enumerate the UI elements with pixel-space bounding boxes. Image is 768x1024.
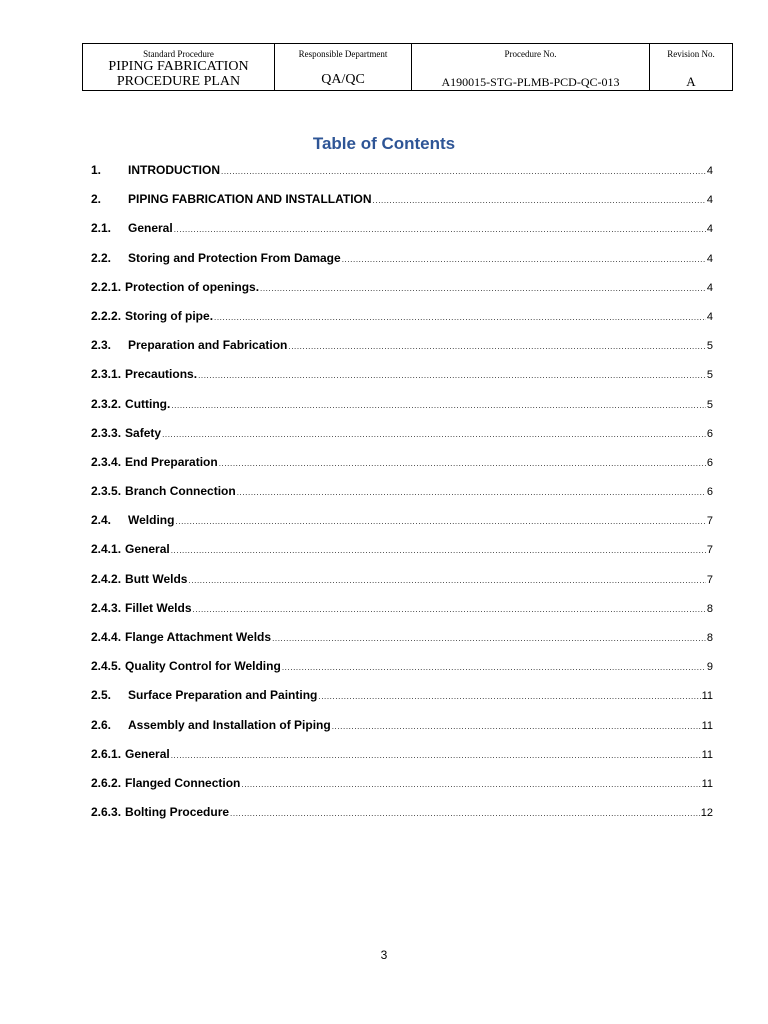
- toc-dot-leader: [373, 196, 706, 205]
- toc-entry-number: 2.2.1.: [91, 279, 122, 294]
- toc-entry-page: 5: [706, 340, 713, 353]
- toc-entry-page: 7: [706, 544, 713, 557]
- page-number: 3: [380, 948, 388, 962]
- toc-entry-title: General: [125, 542, 170, 557]
- toc-entry-page: 8: [706, 632, 713, 644]
- toc-dot-leader: [162, 430, 706, 439]
- toc-dot-leader: [241, 780, 700, 789]
- toc-entry-number: 2.3.1.: [91, 367, 122, 382]
- toc-entry-number: 1.: [91, 163, 102, 177]
- toc-dot-leader: [237, 488, 706, 497]
- toc-entry-title: Surface Preparation and Painting: [128, 688, 318, 703]
- toc-entry-page: 7: [706, 573, 713, 586]
- toc-entry-number: 2.2.: [91, 250, 112, 265]
- toc-entry-title: Flange Attachment Welds: [125, 630, 272, 644]
- toc-entry-page: 11: [701, 748, 713, 761]
- toc-entry[interactable]: [91, 192, 713, 221]
- toc-entry[interactable]: [91, 513, 713, 542]
- standard-procedure-label: Standard Procedure: [143, 49, 214, 59]
- toc-entry-title: Assembly and Installation of Piping: [128, 717, 331, 732]
- toc-entry-number: 2.2.2.: [91, 308, 122, 323]
- toc-entry-title: Storing and Protection From Damage: [128, 250, 341, 265]
- toc-dot-leader: [219, 459, 706, 468]
- toc-entry-number: 2.: [91, 192, 102, 207]
- toc-dot-leader: [221, 167, 706, 176]
- toc-entry-page: 4: [706, 165, 713, 177]
- toc-entry[interactable]: [91, 221, 713, 250]
- toc-entry-number: 2.3.4.: [91, 454, 122, 469]
- toc-dot-leader: [175, 517, 705, 526]
- toc-entry-number: 2.6.3.: [91, 805, 122, 820]
- toc-entry-title: General: [128, 221, 173, 236]
- toc-entry-page: 12: [700, 807, 713, 820]
- toc-entry[interactable]: [91, 251, 713, 280]
- toc-entry[interactable]: [91, 572, 713, 601]
- toc-entry-page: 11: [701, 719, 713, 732]
- toc-entry-title: General: [125, 746, 170, 761]
- department-value: QA/QC: [321, 72, 365, 87]
- toc-entry-page: 7: [706, 515, 713, 528]
- toc-entry-page: 6: [706, 427, 713, 440]
- toc-dot-leader: [188, 576, 705, 585]
- toc-entry[interactable]: [91, 309, 713, 338]
- toc-entry-number: 2.6.2.: [91, 775, 122, 790]
- toc-entry[interactable]: [91, 338, 713, 367]
- toc-entry[interactable]: [91, 776, 713, 805]
- toc-entry[interactable]: [91, 426, 713, 455]
- toc-dot-leader: [198, 371, 706, 380]
- toc-list: [91, 163, 713, 834]
- toc-entry-title: Branch Connection: [125, 484, 236, 499]
- toc-entry-title: Quality Control for Welding: [125, 659, 281, 674]
- revision-label: Revision No.: [667, 49, 715, 59]
- toc-title: Table of Contents: [312, 134, 456, 153]
- toc-entry-page: 4: [706, 310, 713, 323]
- header-procedure-number-cell: [412, 44, 650, 91]
- toc-entry[interactable]: [91, 659, 713, 688]
- toc-entry-title: Preparation and Fabrication: [128, 338, 288, 353]
- toc-dot-leader: [214, 313, 706, 322]
- toc-entry-page: 8: [706, 602, 713, 615]
- toc-entry[interactable]: [91, 163, 713, 192]
- procedure-title-line2: PROCEDURE PLAN: [116, 74, 241, 89]
- toc-dot-leader: [230, 809, 700, 818]
- toc-entry-page: 4: [706, 281, 713, 294]
- procedure-title-line1: PIPING FABRICATION: [108, 59, 249, 74]
- department-label: Responsible Department: [298, 49, 388, 59]
- toc-entry[interactable]: [91, 397, 713, 426]
- toc-entry-page: 11: [701, 777, 713, 790]
- header-department-cell: [275, 44, 412, 91]
- header-revision-cell: [650, 44, 733, 91]
- toc-entry[interactable]: [91, 367, 713, 396]
- toc-entry[interactable]: [91, 747, 713, 776]
- toc-entry[interactable]: [91, 542, 713, 571]
- toc-entry-title: Butt Welds: [125, 571, 188, 586]
- toc-entry-page: 4: [706, 252, 713, 265]
- toc-dot-leader: [260, 284, 706, 293]
- toc-entry-page: 6: [706, 486, 713, 499]
- toc-entry[interactable]: [91, 805, 713, 834]
- toc-entry-title: Safety: [125, 425, 162, 440]
- toc-dot-leader: [171, 401, 706, 410]
- toc-dot-leader: [171, 546, 706, 555]
- toc-entry-title: Welding: [128, 513, 175, 528]
- toc-entry-page: 5: [706, 398, 713, 411]
- toc-entry-page: 4: [706, 223, 713, 236]
- toc-entry[interactable]: [91, 455, 713, 484]
- toc-dot-leader: [272, 634, 706, 643]
- document-header: [82, 43, 733, 91]
- toc-dot-leader: [171, 751, 701, 760]
- toc-dot-leader: [174, 225, 706, 234]
- procedure-number-label: Procedure No.: [504, 49, 557, 59]
- toc-entry-title: Bolting Procedure: [125, 805, 230, 820]
- header-procedure-title-cell: [83, 44, 275, 91]
- toc-entry-number: 2.4.4.: [91, 630, 122, 644]
- toc-entry-page: 4: [706, 194, 713, 207]
- revision-value: A: [686, 74, 696, 89]
- toc-dot-leader: [288, 342, 706, 351]
- toc-entry-number: 2.3.: [91, 338, 112, 353]
- toc-dot-leader: [193, 605, 706, 614]
- toc-entry-title: PIPING FABRICATION AND INSTALLATION: [128, 192, 372, 207]
- toc-dot-leader: [282, 663, 706, 672]
- toc-entry-number: 2.4.5.: [91, 659, 122, 674]
- toc-entry-page: 9: [706, 661, 713, 674]
- toc-entry-number: 2.3.5.: [91, 484, 122, 499]
- toc-entry-page: 11: [701, 690, 713, 703]
- toc-entry-page: 5: [706, 369, 713, 382]
- toc-entry-number: 2.5.: [91, 688, 112, 703]
- toc-entry-title: Flanged Connection: [125, 775, 241, 790]
- toc-entry-number: 2.4.1.: [91, 542, 122, 557]
- toc-entry[interactable]: [91, 718, 713, 747]
- toc-entry-title: Precautions.: [125, 367, 198, 382]
- toc-entry-title: Fillet Welds: [125, 600, 192, 615]
- procedure-number-value: A190015-STG-PLMB-PCD-QC-013: [441, 75, 620, 89]
- toc-entry[interactable]: [91, 280, 713, 309]
- toc-entry[interactable]: [91, 688, 713, 717]
- toc-entry-title: INTRODUCTION: [128, 163, 220, 177]
- toc-entry-number: 2.4.: [91, 513, 112, 528]
- toc-entry-title: Storing of pipe.: [125, 308, 214, 323]
- toc-dot-leader: [332, 722, 701, 731]
- toc-entry[interactable]: [91, 630, 713, 659]
- toc-entry-number: 2.3.3.: [91, 425, 122, 440]
- toc-entry-number: 2.6.1.: [91, 746, 122, 761]
- toc-dot-leader: [318, 692, 700, 701]
- toc-dot-leader: [342, 255, 706, 264]
- toc-entry-number: 2.4.3.: [91, 600, 122, 615]
- toc-entry-number: 2.1.: [91, 221, 112, 236]
- toc-entry[interactable]: [91, 601, 713, 630]
- toc-entry-title: Protection of openings.: [125, 279, 260, 294]
- toc-entry-number: 2.4.2.: [91, 571, 122, 586]
- toc-entry-number: 2.6.: [91, 717, 112, 732]
- toc-entry-title: Cutting.: [125, 396, 171, 411]
- toc-entry-title: End Preparation: [125, 454, 218, 469]
- toc-entry[interactable]: [91, 484, 713, 513]
- toc-entry-page: 6: [706, 456, 713, 469]
- toc-entry-number: 2.3.2.: [91, 396, 122, 411]
